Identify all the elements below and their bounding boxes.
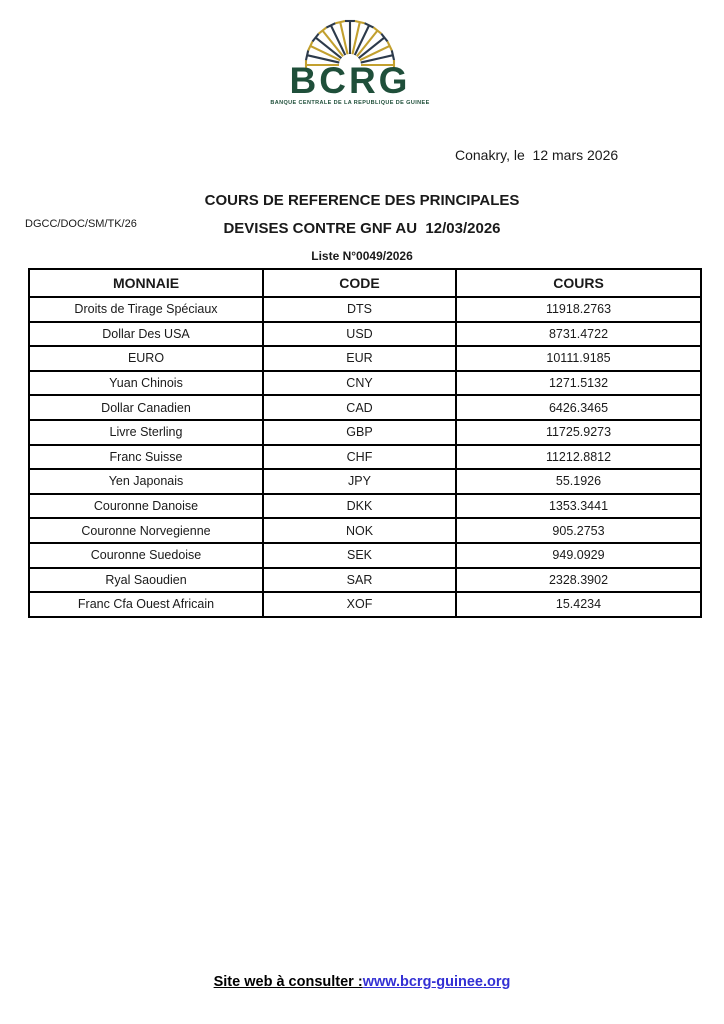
table-row bbox=[29, 592, 701, 617]
cell-code: SAR bbox=[263, 568, 456, 593]
title-line-2: DEVISES CONTRE GNF AU 12/03/2026 bbox=[223, 220, 501, 237]
cell-cours: 11918.2763 bbox=[456, 297, 701, 322]
title-line-1: COURS DE REFERENCE DES PRINCIPALES bbox=[204, 192, 520, 209]
rates-table bbox=[28, 268, 702, 618]
table-row bbox=[29, 518, 701, 543]
cell-monnaie: Dollar Des USA bbox=[29, 322, 263, 347]
table-row bbox=[29, 395, 701, 420]
cell-monnaie: Dollar Canadien bbox=[29, 395, 263, 420]
table-row bbox=[29, 469, 701, 494]
cell-code: DTS bbox=[263, 297, 456, 322]
cell-code: NOK bbox=[263, 518, 456, 543]
bcrg-full-name: BANQUE CENTRALE DE LA REPUBLIQUE DE GUINEE bbox=[270, 100, 430, 106]
cell-code: GBP bbox=[263, 420, 456, 445]
header-row bbox=[29, 269, 701, 297]
cell-cours: 1271.5132 bbox=[456, 371, 701, 396]
table-row bbox=[29, 346, 701, 371]
cell-code: JPY bbox=[263, 469, 456, 494]
cell-cours: 8731.4722 bbox=[456, 322, 701, 347]
table-row bbox=[29, 445, 701, 470]
table-row bbox=[29, 543, 701, 568]
header-code: CODE bbox=[263, 269, 456, 297]
footer bbox=[0, 974, 724, 990]
bcrg-logo bbox=[0, 14, 724, 109]
header-cours: COURS bbox=[456, 269, 701, 297]
title-block bbox=[0, 193, 724, 263]
header-monnaie: MONNAIE bbox=[29, 269, 263, 297]
cell-cours: 55.1926 bbox=[456, 469, 701, 494]
cell-code: SEK bbox=[263, 543, 456, 568]
list-number: Liste N°0049/2026 bbox=[311, 249, 413, 263]
ref-code: DGCC/DOC/SM/TK/26 bbox=[25, 218, 137, 230]
rates-table-body bbox=[29, 297, 701, 617]
cell-code: CNY bbox=[263, 371, 456, 396]
bcrg-acronym: BCRG bbox=[289, 60, 411, 101]
cell-monnaie: Yen Japonais bbox=[29, 469, 263, 494]
table-row bbox=[29, 322, 701, 347]
table-row bbox=[29, 420, 701, 445]
rates-table-header bbox=[29, 269, 701, 297]
table-row bbox=[29, 371, 701, 396]
cell-code: DKK bbox=[263, 494, 456, 519]
footer-label: Site web à consulter : bbox=[213, 974, 363, 990]
table-row bbox=[29, 297, 701, 322]
cell-code: EUR bbox=[263, 346, 456, 371]
table-row bbox=[29, 494, 701, 519]
cell-monnaie: Franc Cfa Ouest Africain bbox=[29, 592, 263, 617]
cell-cours: 905.2753 bbox=[456, 518, 701, 543]
cell-monnaie: Livre Sterling bbox=[29, 420, 263, 445]
cell-code: CHF bbox=[263, 445, 456, 470]
footer-link[interactable]: www.bcrg-guinee.org bbox=[362, 974, 511, 990]
cell-monnaie: Couronne Norvegienne bbox=[29, 518, 263, 543]
cell-code: XOF bbox=[263, 592, 456, 617]
cell-code: USD bbox=[263, 322, 456, 347]
cell-monnaie: Couronne Danoise bbox=[29, 494, 263, 519]
cell-cours: 949.0929 bbox=[456, 543, 701, 568]
cell-cours: 6426.3465 bbox=[456, 395, 701, 420]
cell-cours: 1353.3441 bbox=[456, 494, 701, 519]
cell-cours: 2328.3902 bbox=[456, 568, 701, 593]
cell-cours: 15.4234 bbox=[456, 592, 701, 617]
cell-code: CAD bbox=[263, 395, 456, 420]
cell-monnaie: Yuan Chinois bbox=[29, 371, 263, 396]
bcrg-logo-inner bbox=[270, 14, 429, 106]
date-line: Conakry, le 12 mars 2026 bbox=[455, 147, 619, 163]
cell-monnaie: Droits de Tirage Spéciaux bbox=[29, 297, 263, 322]
cell-cours: 10111.9185 bbox=[456, 346, 701, 371]
cell-monnaie: Couronne Suedoise bbox=[29, 543, 263, 568]
cell-monnaie: Franc Suisse bbox=[29, 445, 263, 470]
cell-monnaie: Ryal Saoudien bbox=[29, 568, 263, 593]
cell-cours: 11212.8812 bbox=[456, 445, 701, 470]
table-row bbox=[29, 568, 701, 593]
cell-cours: 11725.9273 bbox=[456, 420, 701, 445]
cell-monnaie: EURO bbox=[29, 346, 263, 371]
